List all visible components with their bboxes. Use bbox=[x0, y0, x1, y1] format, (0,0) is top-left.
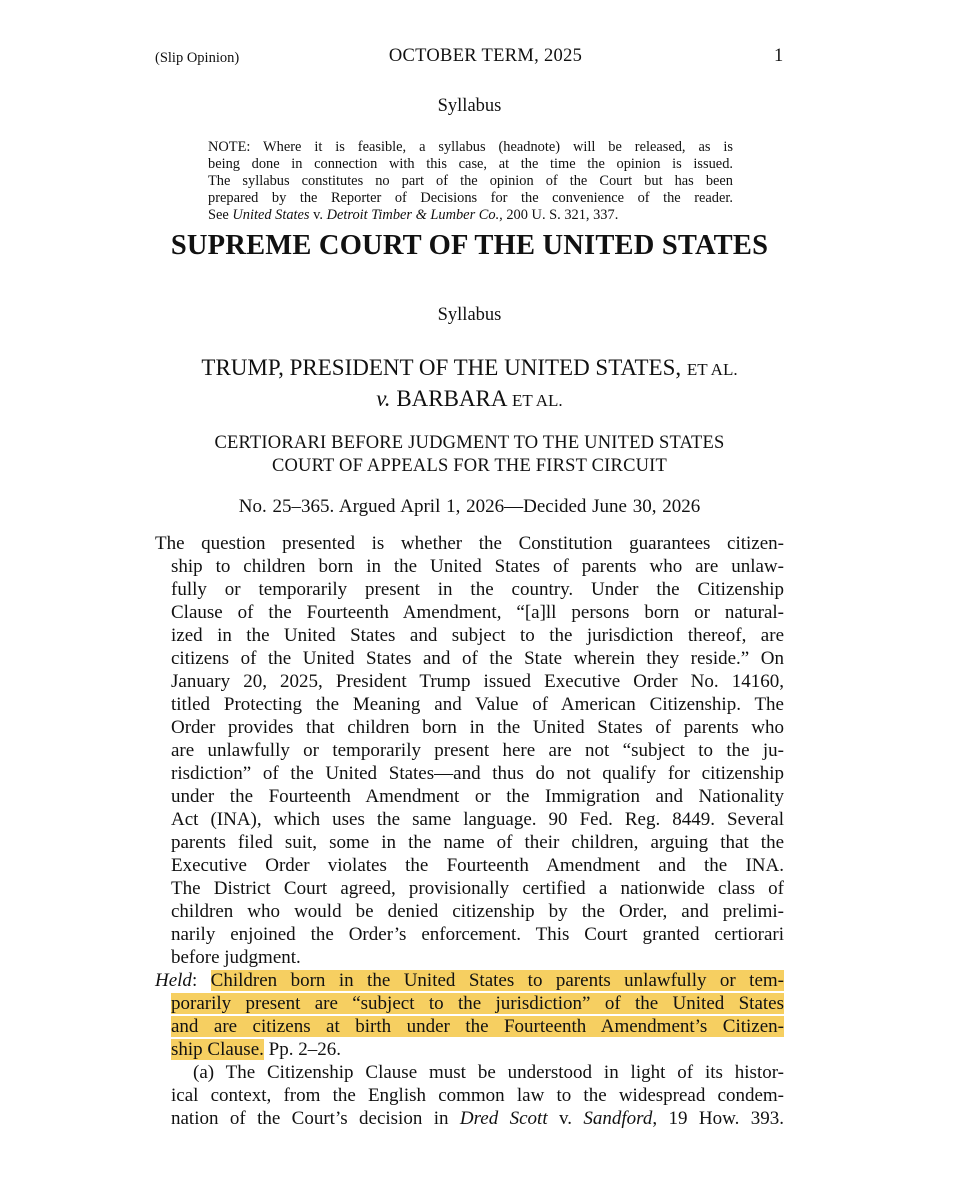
petitioner-name: TRUMP, PRESIDENT OF THE UNITED STATES, bbox=[201, 355, 682, 380]
note-line: NOTE: Where it is feasible, a syllabus (headnote) will be released, as is bbox=[208, 139, 733, 155]
body-line: children who would be denied citizenship by the Order, and prelimi- bbox=[171, 901, 784, 922]
held-pages: Pp. 2–26. bbox=[263, 1039, 341, 1060]
note-cite: 200 U. S. 321, 337. bbox=[502, 207, 619, 223]
body-line: Executive Order violates the Fourteenth Amendment and the INA. bbox=[171, 855, 784, 876]
note-case-name-2: Detroit Timber & Lumber Co., bbox=[326, 207, 503, 223]
body-line: narily enjoined the Order’s enforcement. This Court granted certiorari bbox=[171, 924, 784, 945]
court-name-title: SUPREME COURT OF THE UNITED STATES bbox=[170, 230, 769, 261]
held-highlight-1: Children born in the United States to parents unlawfully or tem- bbox=[210, 970, 785, 991]
et-al-respondent: ET AL. bbox=[512, 391, 563, 410]
page-number: 1 bbox=[774, 46, 784, 66]
held-line-3 bbox=[155, 1015, 784, 1038]
versus: v. bbox=[376, 386, 391, 411]
held-colon: : bbox=[191, 970, 211, 991]
note-line: prepared by the Reporter of Decisions for the convenience of the reader. bbox=[208, 190, 733, 206]
body-line: January 20, 2025, President Trump issued Executive Order No. 14160, bbox=[171, 671, 784, 692]
petitioner-line bbox=[0, 353, 939, 384]
body-line: ized in the United States and subject to the jurisdiction thereof, are bbox=[171, 625, 784, 646]
body-line: fully or temporarily present in the country. Under the Citizenship bbox=[171, 579, 784, 600]
note-case-name: United States bbox=[232, 207, 310, 223]
syllabus-heading-top: Syllabus bbox=[437, 96, 502, 116]
body-line: Clause of the Fourteenth Amendment, “[a]ll persons born or natural- bbox=[171, 602, 784, 623]
note-line: The syllabus constitutes no part of the opinion of the Court but has been bbox=[208, 173, 733, 189]
point-a-line-3 bbox=[155, 1107, 784, 1130]
held-highlight-2: porarily present are “subject to the jurisdiction” of the United States bbox=[171, 993, 784, 1014]
docket-line: No. 25–365. Argued April 1, 2026—Decided June 30, 2026 bbox=[238, 496, 701, 517]
respondent-name: BARBARA bbox=[396, 386, 507, 411]
body-line: The question presented is whether the Constitution guarantees citizen- bbox=[155, 533, 784, 554]
point-a-text: nation of the Court’s decision in bbox=[171, 1108, 460, 1129]
point-a-versus: v. bbox=[547, 1108, 584, 1129]
body-line: risdiction” of the United States—and thus do not qualify for citizenship bbox=[171, 763, 784, 784]
held-line-1 bbox=[155, 969, 784, 992]
syllabus-heading: Syllabus bbox=[437, 305, 502, 325]
held-highlight-4: ship Clause. bbox=[171, 1039, 264, 1060]
body-line: under the Fourteenth Amendment or the Immigration and Nationality bbox=[171, 786, 784, 807]
case-caption bbox=[0, 353, 939, 415]
body-line: parents filed suit, some in the name of their children, arguing that the bbox=[171, 832, 784, 853]
body-line: citizens of the United States and of the State wherein they reside.” On bbox=[171, 648, 784, 669]
body-line: Act (INA), which uses the same language. 90 Fed. Reg. 8449. Several bbox=[171, 809, 784, 830]
held-label: Held bbox=[155, 970, 192, 991]
body-line: ship to children born in the United States of parents who are unlaw- bbox=[171, 556, 784, 577]
body-line: before judgment. bbox=[171, 947, 301, 968]
point-a-line-2: ical context, from the English common law to the widespread condem- bbox=[171, 1085, 784, 1106]
certiorari-line-2: COURT OF APPEALS FOR THE FIRST CIRCUIT bbox=[271, 456, 668, 476]
et-al-petitioner: ET AL. bbox=[686, 360, 738, 379]
certiorari-line-1: CERTIORARI BEFORE JUDGMENT TO THE UNITED STATES bbox=[214, 433, 725, 453]
point-a-line-1: (a) The Citizenship Clause must be understood in light of its histor- bbox=[193, 1062, 784, 1083]
reporter-note bbox=[208, 139, 733, 224]
body-line: Order provides that children born in the United States of parents who bbox=[171, 717, 784, 738]
dred-scott-case: Dred Scott bbox=[459, 1108, 548, 1129]
held-line-2 bbox=[155, 992, 784, 1015]
body-line: The District Court agreed, provisionally certified a nationwide class of bbox=[171, 878, 784, 899]
note-citation-line bbox=[208, 207, 733, 224]
body-line: are unlawfully or temporarily present here are not “subject to the ju- bbox=[171, 740, 784, 761]
respondent-line bbox=[0, 384, 939, 415]
note-line: being done in connection with this case, at the time the opinion is issued. bbox=[208, 156, 733, 172]
held-line-4 bbox=[155, 1038, 784, 1061]
note-versus: v. bbox=[309, 207, 327, 223]
sandford-case: Sandford bbox=[583, 1108, 653, 1129]
point-a-cite: , 19 How. 393. bbox=[652, 1108, 784, 1129]
syllabus-body bbox=[155, 532, 784, 1130]
held-highlight-3: and are citizens at birth under the Fourteenth Amendment’s Citizen- bbox=[171, 1016, 784, 1037]
slip-opinion-label: (Slip Opinion) bbox=[155, 50, 240, 66]
note-see: See bbox=[208, 207, 233, 223]
term-header: OCTOBER TERM, 2025 bbox=[388, 46, 583, 66]
body-line: titled Protecting the Meaning and Value of American Citizenship. The bbox=[171, 694, 784, 715]
certiorari-heading bbox=[0, 432, 939, 478]
